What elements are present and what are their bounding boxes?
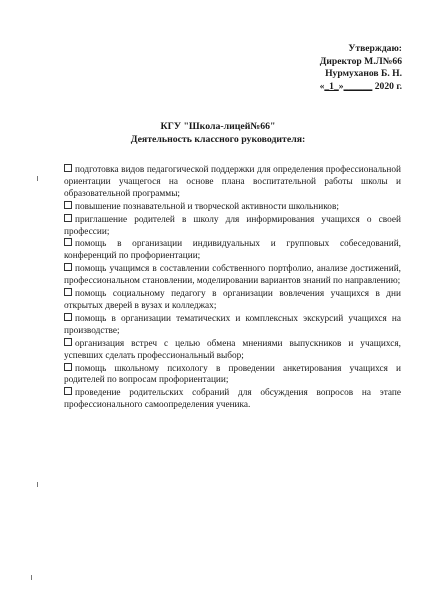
checkbox-bullet-icon — [64, 164, 72, 172]
date-year: 2020 г. — [374, 80, 402, 92]
scan-mark — [31, 575, 32, 580]
list-item — [64, 263, 401, 288]
list-item-text: приглашение родителей в школу для информирования учащихся о своей профессии; — [64, 214, 401, 237]
list-item — [64, 363, 401, 388]
activity-list — [64, 164, 401, 412]
date-month: ______ — [343, 80, 373, 92]
approval-heading: Утверждаю: — [348, 43, 402, 54]
list-item-text: подготовка видов педагогической поддержки для определения профессиональной ориентации учащегося на основе плана воспитательной работы школы и образовательной программы; — [64, 165, 401, 199]
list-item — [64, 238, 401, 263]
list-item-text: помощь в организации индивидуальных и групповых собеседований, конференций по профориентации; — [64, 239, 401, 262]
checkbox-bullet-icon — [64, 363, 72, 371]
list-item — [64, 313, 401, 338]
list-item-text: проведение родительских собраний для обсуждения вопросов на этапе профессионального самоопределения ученика. — [64, 388, 401, 411]
date-close-quote: » — [338, 80, 344, 92]
list-item-text: помощь учащимся в составлении собственного портфолио, анализе достижений, профессиональном становлении, моделировании вариантов знаний по направлению; — [64, 264, 401, 287]
school-name: КГУ "Школа-лицей№66" — [160, 121, 276, 132]
checkbox-bullet-icon — [64, 338, 72, 346]
checkbox-bullet-icon — [64, 214, 72, 222]
list-item-text: помощь школьному психологу в проведении анкетирования учащихся и родителей по вопросам профориентации; — [64, 363, 401, 386]
checkbox-bullet-icon — [64, 387, 72, 395]
checkbox-bullet-icon — [64, 201, 72, 209]
checkbox-bullet-icon — [64, 288, 72, 296]
list-item — [64, 387, 401, 412]
list-item — [64, 201, 401, 214]
scan-mark — [37, 482, 38, 487]
document-title: Деятельность классного руководителя: — [130, 134, 306, 145]
document-header — [0, 120, 436, 146]
scan-mark — [37, 176, 38, 181]
approval-date — [232, 81, 402, 94]
list-item-text: организация встреч с целью обмена мнениями выпускников и учащихся, успевших сделать профессиональный выбор; — [64, 338, 401, 361]
date-day: _1_ — [324, 80, 339, 92]
checkbox-bullet-icon — [64, 238, 72, 246]
list-item-text: помощь социальному педагогу в организации вовлечения учащихся в дни открытых дверей в вузах и колледжах; — [64, 289, 401, 311]
list-item — [64, 214, 401, 239]
checkbox-bullet-icon — [64, 313, 72, 321]
director-title: Директор М.Л№66 — [319, 55, 402, 67]
director-name: Нурмуханов Б. Н. — [325, 68, 402, 80]
list-item-text: помощь в организации тематических и комплексных экскурсий учащихся на производстве; — [64, 313, 401, 336]
list-item — [64, 164, 401, 201]
checkbox-bullet-icon — [64, 263, 72, 271]
list-item — [64, 338, 401, 363]
approval-block — [232, 43, 402, 93]
date-open-quote: « — [319, 80, 325, 92]
list-item-text: повышение познавательной и творческой активности школьников; — [75, 201, 339, 212]
list-item — [64, 288, 401, 313]
